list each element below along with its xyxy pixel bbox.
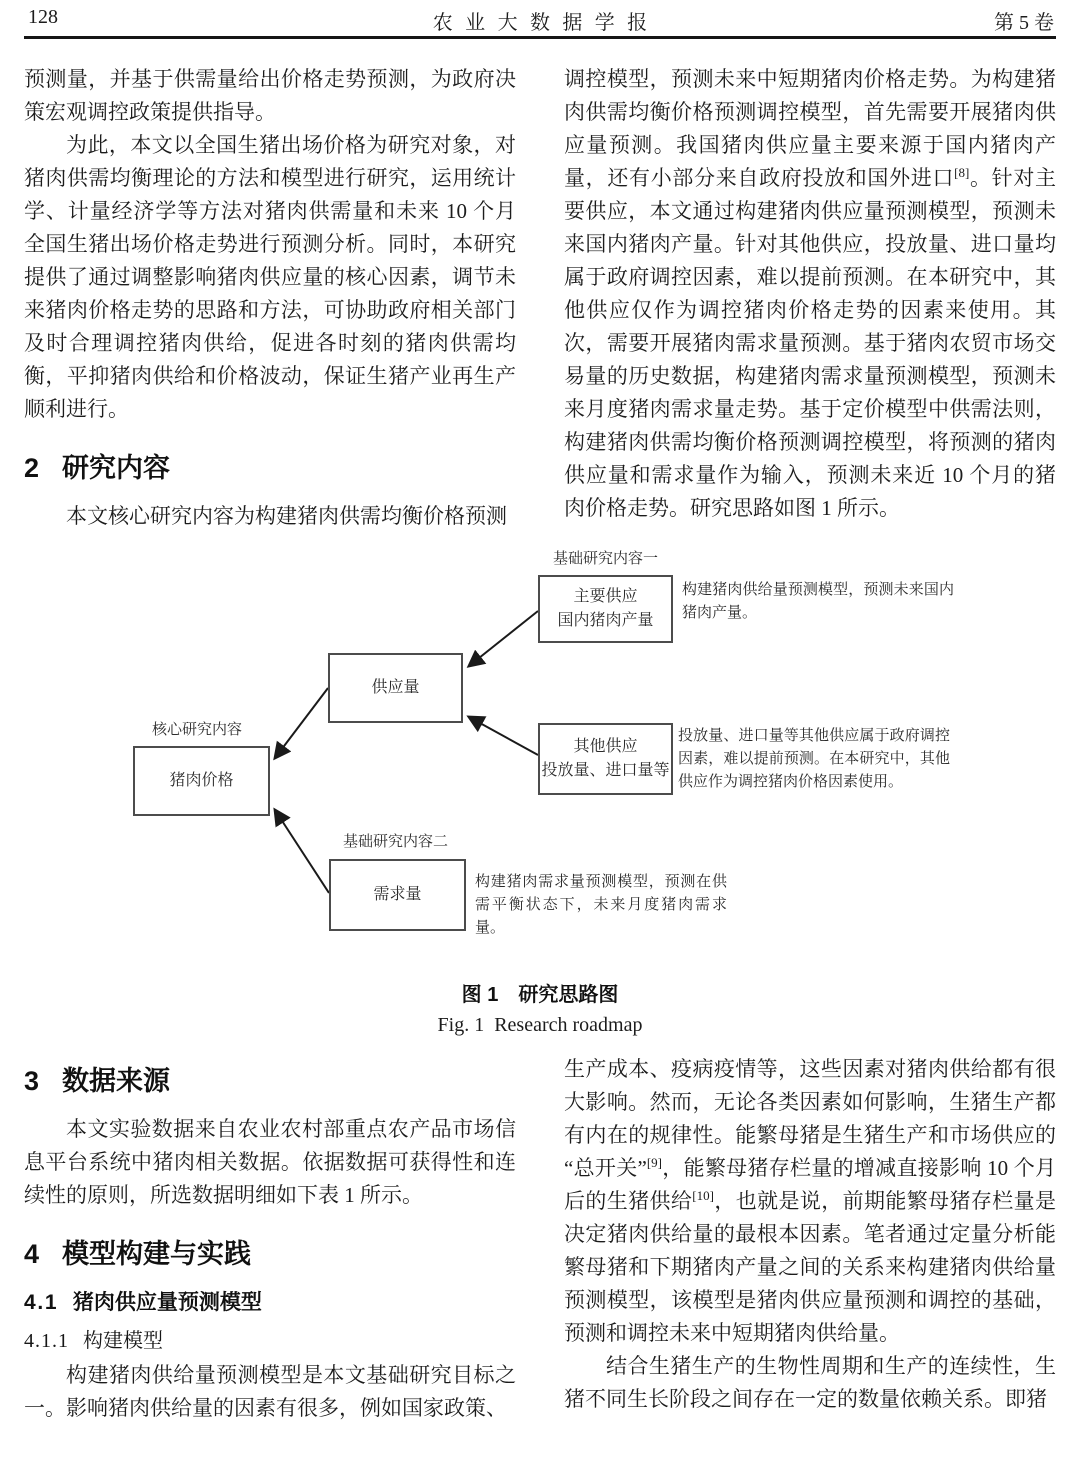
arrow-supply-to-price	[275, 688, 328, 758]
arrow-other-supply-to-supply	[469, 717, 538, 755]
volume-label: 第 5 卷	[994, 12, 1054, 34]
label-basic-research-two: 基础研究内容二	[343, 834, 449, 850]
left-column-top	[24, 63, 516, 533]
left-column-bottom	[24, 1053, 516, 1445]
box-main-supply-line2: 国内猪肉产量	[557, 612, 654, 629]
annotation-main-supply: 构建猪肉供给量预测模型，预测未来国内猪肉产量。	[682, 582, 954, 621]
figure-caption-en: Fig. 1 Research roadmap	[437, 1014, 643, 1036]
annotation-other-supply: 投放量、进口量等其他供应属于政府调控因素，难以提前预测。在本研究中，其他供应作为调控猪肉价格因素使用。	[678, 728, 950, 790]
research-roadmap-diagram	[0, 533, 1080, 968]
label-core-research: 核心研究内容	[152, 722, 243, 738]
section-title: 研究内容	[61, 453, 170, 483]
paragraph: 调控模型，预测未来中短期猪肉价格走势。为构建猪肉供需均衡价格预测调控模型，首先需要开展猪肉供应量预测。我国猪肉供应量主要来源于国内猪肉产量，还有小部分来自政府投放和国外进口[8]。针对主要供应，本文通过构建猪肉供应量预测模型，预测未来国内猪肉产量。针对其他供应，投放量、进口量均属于政府调控因素，难以提前预测。在本研究中，其他供应仅作为调控猪肉价格走势的因素来使用。其次，需要开展猪肉需求量预测。基于猪肉农贸市场交易量的历史数据，构建猪肉需求量预测模型，预测未来月度猪肉需求量走势。基于定价模型中供需法则，构建猪肉供需均衡价格预测调控模型，将预测的猪肉供应量和需求量作为输入，预测未来近 10 个月的猪肉价格走势。研究思路如图 1 所示。	[564, 67, 1056, 520]
right-column-top	[564, 63, 1056, 533]
box-main-supply	[538, 575, 673, 643]
right-column-bottom	[564, 1053, 1056, 1445]
box-supply	[328, 653, 463, 723]
bottom-columns	[24, 1053, 1056, 1445]
section-heading-2	[24, 446, 516, 485]
section-number: 2	[24, 453, 40, 483]
section-title: 猪肉供应量预测模型	[72, 1291, 262, 1314]
section-number: 4.1.1	[24, 1330, 69, 1352]
section-heading-4	[24, 1232, 516, 1271]
page-header	[24, 0, 1056, 39]
section-heading-3	[24, 1059, 516, 1098]
section-heading-4-1-1	[24, 1324, 516, 1353]
label-basic-research-one: 基础研究内容一	[553, 551, 659, 567]
figure-caption-zh: 图 1 研究思路图	[461, 984, 619, 1006]
paragraph: 预测量，并基于供需量给出价格走势预测，为政府决策宏观调控政策提供指导。	[24, 67, 516, 124]
paragraph: 本文核心研究内容为构建猪肉供需均衡价格预测	[66, 504, 507, 528]
paragraph: 为此，本文以全国生猪出场价格为研究对象，对猪肉供需均衡理论的方法和模型进行研究，运用统计学、计量经济学等方法对猪肉供需量和未来 10 个月全国生猪出场价格走势进行预测分析。同时，本研究提供了通过调整影响猪肉供应量的核心因素，调节未来猪肉价格走势的思路和方法，可协助政府相关部门及时合理调控猪肉供给，促进各时刻的猪肉供需均衡，平抑猪肉供给和价格波动，保证生猪产业再生产顺利进行。	[24, 133, 516, 421]
box-price	[133, 746, 270, 816]
box-main-supply-line1: 主要供应	[573, 588, 638, 605]
box-demand	[329, 859, 466, 931]
section-number: 3	[24, 1066, 40, 1096]
box-other-supply	[538, 723, 673, 795]
section-title: 构建模型	[83, 1330, 163, 1352]
journal-title: 农业大数据学报	[432, 12, 660, 34]
section-title: 数据来源	[61, 1066, 170, 1096]
section-heading-4-1	[24, 1286, 516, 1316]
paragraph: 构建猪肉供给量预测模型是本文基础研究目标之一。影响猪肉供给量的因素有很多，例如国家政策、	[24, 1363, 516, 1420]
box-demand-label: 需求量	[373, 886, 422, 903]
box-supply-label: 供应量	[371, 679, 420, 696]
paragraph: 生产成本、疫病疫情等，这些因素对猪肉供给都有很大影响。然而，无论各类因素如何影响，生猪生产都有内在的规律性。能繁母猪是生猪生产和市场供应的“总开关”[9]，能繁母猪存栏量的增减直接影响 10 个月后的生猪供给[10]，也就是说，前期能繁母猪存栏量是决定猪肉供给量的最根本因素。笔者通过定量分析能繁母猪和下期猪肉产量之间的关系来构建猪肉供给量预测模型，该模型是猪肉供应量预测和调控的基础，预测和调控未来中短期猪肉供给量。	[564, 1057, 1056, 1345]
paragraph: 本文实验数据来自农业农村部重点农产品市场信息平台系统中猪肉相关数据。依据数据可获得性和连续性的原则，所选数据明细如下表 1 所示。	[24, 1117, 516, 1207]
section-number: 4.1	[24, 1291, 59, 1314]
paragraph: 结合生猪生产的生物性周期和生产的连续性，生猪不同生长阶段之间存在一定的数量依赖关系。即猪	[564, 1354, 1056, 1411]
figure-caption	[0, 978, 1080, 1037]
section-number: 4	[24, 1239, 40, 1269]
section-title: 模型构建与实践	[61, 1239, 251, 1269]
annotation-demand: 构建猪肉需求量预测模型，预测在供需平衡状态下，未来月度猪肉需求量。	[475, 874, 727, 936]
box-other-supply-line2: 投放量、进口量等	[541, 762, 670, 779]
box-price-label: 猪肉价格	[169, 772, 234, 789]
figure-1	[0, 533, 1080, 1037]
arrow-main-supply-to-supply	[469, 611, 538, 666]
top-columns	[24, 63, 1056, 533]
page-number: 128	[28, 6, 58, 28]
box-other-supply-line1: 其他供应	[573, 738, 638, 755]
arrow-demand-to-price	[275, 810, 329, 893]
